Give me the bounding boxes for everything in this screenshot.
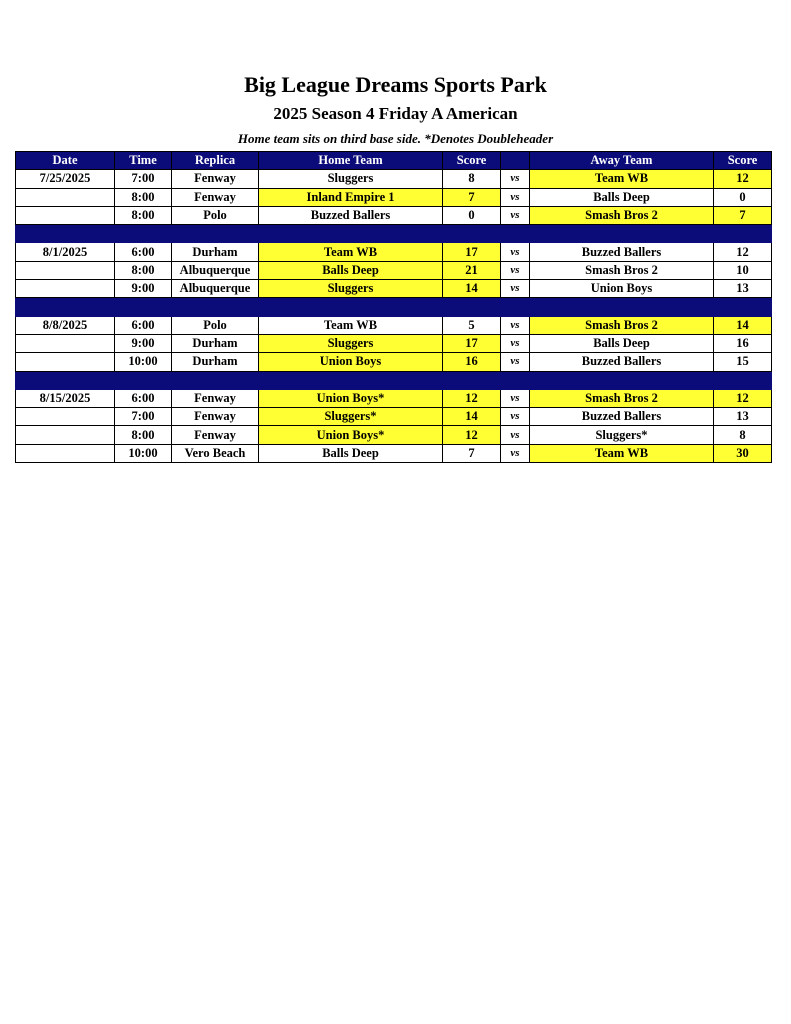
cell-replica: Fenway bbox=[172, 188, 259, 206]
schedule-body bbox=[16, 170, 772, 463]
cell-time: 10:00 bbox=[115, 353, 172, 371]
cell-vs: vs bbox=[501, 353, 530, 371]
cell-time: 8:00 bbox=[115, 188, 172, 206]
table-row bbox=[16, 408, 772, 426]
separator-cell bbox=[714, 225, 772, 243]
separator-cell bbox=[501, 225, 530, 243]
cell-home-score: 14 bbox=[443, 280, 501, 298]
separator-cell bbox=[16, 371, 115, 389]
cell-home-team: Team WB bbox=[259, 316, 443, 334]
cell-away-score: 7 bbox=[714, 206, 772, 224]
cell-away-team: Buzzed Ballers bbox=[530, 243, 714, 261]
cell-replica: Fenway bbox=[172, 170, 259, 188]
cell-home-team: Sluggers bbox=[259, 280, 443, 298]
cell-away-score: 10 bbox=[714, 261, 772, 279]
cell-date: 8/1/2025 bbox=[16, 243, 115, 261]
cell-away-team: Balls Deep bbox=[530, 334, 714, 352]
cell-vs: vs bbox=[501, 188, 530, 206]
cell-vs: vs bbox=[501, 206, 530, 224]
cell-home-team: Inland Empire 1 bbox=[259, 188, 443, 206]
cell-date bbox=[16, 280, 115, 298]
week-separator-row bbox=[16, 298, 772, 316]
cell-home-score: 8 bbox=[443, 170, 501, 188]
cell-away-team: Balls Deep bbox=[530, 188, 714, 206]
cell-vs: vs bbox=[501, 389, 530, 407]
cell-home-score: 21 bbox=[443, 261, 501, 279]
cell-time: 7:00 bbox=[115, 408, 172, 426]
table-header-row bbox=[16, 152, 772, 170]
cell-home-team: Sluggers* bbox=[259, 408, 443, 426]
cell-replica: Fenway bbox=[172, 426, 259, 444]
cell-vs: vs bbox=[501, 426, 530, 444]
separator-cell bbox=[443, 371, 501, 389]
page-subtitle: 2025 Season 4 Friday A American bbox=[273, 104, 518, 123]
cell-vs: vs bbox=[501, 243, 530, 261]
cell-away-score: 12 bbox=[714, 243, 772, 261]
cell-replica: Albuquerque bbox=[172, 280, 259, 298]
column-header-away-team: Away Team bbox=[530, 152, 714, 170]
cell-date bbox=[16, 334, 115, 352]
column-header-date: Date bbox=[16, 152, 115, 170]
separator-cell bbox=[259, 371, 443, 389]
cell-away-team: Smash Bros 2 bbox=[530, 206, 714, 224]
cell-home-score: 17 bbox=[443, 334, 501, 352]
page-title: Big League Dreams Sports Park bbox=[244, 72, 547, 97]
cell-replica: Durham bbox=[172, 243, 259, 261]
cell-away-team: Team WB bbox=[530, 444, 714, 462]
table-row bbox=[16, 243, 772, 261]
schedule-table bbox=[15, 151, 772, 463]
cell-time: 6:00 bbox=[115, 243, 172, 261]
separator-cell bbox=[443, 225, 501, 243]
cell-away-team: Sluggers* bbox=[530, 426, 714, 444]
separator-cell bbox=[172, 371, 259, 389]
cell-date bbox=[16, 188, 115, 206]
cell-away-team: Buzzed Ballers bbox=[530, 408, 714, 426]
cell-time: 8:00 bbox=[115, 426, 172, 444]
cell-home-team: Union Boys bbox=[259, 353, 443, 371]
cell-away-score: 12 bbox=[714, 389, 772, 407]
column-header-replica: Replica bbox=[172, 152, 259, 170]
separator-cell bbox=[115, 298, 172, 316]
week-separator-row bbox=[16, 225, 772, 243]
cell-away-score: 8 bbox=[714, 426, 772, 444]
schedule-note: Home team sits on third base side. *Denotes Doubleheader bbox=[237, 131, 554, 146]
cell-away-score: 13 bbox=[714, 408, 772, 426]
week-separator-row bbox=[16, 371, 772, 389]
cell-away-score: 14 bbox=[714, 316, 772, 334]
cell-vs: vs bbox=[501, 280, 530, 298]
cell-date: 7/25/2025 bbox=[16, 170, 115, 188]
table-row bbox=[16, 188, 772, 206]
cell-time: 6:00 bbox=[115, 389, 172, 407]
table-row bbox=[16, 316, 772, 334]
cell-vs: vs bbox=[501, 170, 530, 188]
column-header-away-score: Score bbox=[714, 152, 772, 170]
cell-date bbox=[16, 444, 115, 462]
cell-home-team: Team WB bbox=[259, 243, 443, 261]
cell-away-team: Smash Bros 2 bbox=[530, 389, 714, 407]
cell-away-team: Smash Bros 2 bbox=[530, 261, 714, 279]
cell-date bbox=[16, 261, 115, 279]
cell-replica: Albuquerque bbox=[172, 261, 259, 279]
table-row bbox=[16, 334, 772, 352]
cell-home-team: Balls Deep bbox=[259, 261, 443, 279]
cell-home-team: Balls Deep bbox=[259, 444, 443, 462]
cell-replica: Fenway bbox=[172, 389, 259, 407]
column-header-time: Time bbox=[115, 152, 172, 170]
separator-cell bbox=[530, 225, 714, 243]
column-header-home-team: Home Team bbox=[259, 152, 443, 170]
cell-vs: vs bbox=[501, 408, 530, 426]
cell-date bbox=[16, 206, 115, 224]
cell-time: 9:00 bbox=[115, 334, 172, 352]
table-row bbox=[16, 261, 772, 279]
cell-replica: Durham bbox=[172, 334, 259, 352]
cell-home-score: 7 bbox=[443, 444, 501, 462]
cell-away-score: 13 bbox=[714, 280, 772, 298]
cell-away-score: 16 bbox=[714, 334, 772, 352]
table-row bbox=[16, 389, 772, 407]
cell-home-team: Sluggers bbox=[259, 170, 443, 188]
separator-cell bbox=[172, 225, 259, 243]
separator-cell bbox=[530, 298, 714, 316]
cell-home-score: 16 bbox=[443, 353, 501, 371]
cell-replica: Durham bbox=[172, 353, 259, 371]
cell-home-score: 12 bbox=[443, 389, 501, 407]
cell-time: 6:00 bbox=[115, 316, 172, 334]
table-row bbox=[16, 170, 772, 188]
cell-time: 9:00 bbox=[115, 280, 172, 298]
cell-away-team: Union Boys bbox=[530, 280, 714, 298]
separator-cell bbox=[115, 225, 172, 243]
cell-replica: Fenway bbox=[172, 408, 259, 426]
cell-home-score: 14 bbox=[443, 408, 501, 426]
separator-cell bbox=[115, 371, 172, 389]
cell-vs: vs bbox=[501, 261, 530, 279]
cell-time: 7:00 bbox=[115, 170, 172, 188]
separator-cell bbox=[259, 298, 443, 316]
cell-date bbox=[16, 426, 115, 444]
separator-cell bbox=[172, 298, 259, 316]
table-row bbox=[16, 206, 772, 224]
cell-time: 8:00 bbox=[115, 206, 172, 224]
separator-cell bbox=[501, 371, 530, 389]
cell-home-team: Union Boys* bbox=[259, 389, 443, 407]
cell-home-team: Sluggers bbox=[259, 334, 443, 352]
cell-replica: Vero Beach bbox=[172, 444, 259, 462]
cell-replica: Polo bbox=[172, 206, 259, 224]
separator-cell bbox=[501, 298, 530, 316]
separator-cell bbox=[16, 298, 115, 316]
table-row bbox=[16, 444, 772, 462]
column-header-home-score: Score bbox=[443, 152, 501, 170]
cell-home-score: 5 bbox=[443, 316, 501, 334]
table-row bbox=[16, 426, 772, 444]
separator-cell bbox=[16, 225, 115, 243]
separator-cell bbox=[259, 225, 443, 243]
table-row bbox=[16, 353, 772, 371]
cell-vs: vs bbox=[501, 334, 530, 352]
cell-home-score: 17 bbox=[443, 243, 501, 261]
separator-cell bbox=[443, 298, 501, 316]
cell-vs: vs bbox=[501, 316, 530, 334]
cell-home-score: 7 bbox=[443, 188, 501, 206]
separator-cell bbox=[714, 371, 772, 389]
cell-away-team: Team WB bbox=[530, 170, 714, 188]
cell-away-team: Smash Bros 2 bbox=[530, 316, 714, 334]
cell-away-score: 15 bbox=[714, 353, 772, 371]
cell-away-score: 30 bbox=[714, 444, 772, 462]
cell-replica: Polo bbox=[172, 316, 259, 334]
cell-away-team: Buzzed Ballers bbox=[530, 353, 714, 371]
cell-date: 8/15/2025 bbox=[16, 389, 115, 407]
separator-cell bbox=[530, 371, 714, 389]
cell-away-score: 0 bbox=[714, 188, 772, 206]
cell-vs: vs bbox=[501, 444, 530, 462]
cell-date bbox=[16, 353, 115, 371]
cell-time: 8:00 bbox=[115, 261, 172, 279]
cell-home-score: 12 bbox=[443, 426, 501, 444]
column-header-vs bbox=[501, 152, 530, 170]
cell-time: 10:00 bbox=[115, 444, 172, 462]
cell-date bbox=[16, 408, 115, 426]
table-row bbox=[16, 280, 772, 298]
cell-home-score: 0 bbox=[443, 206, 501, 224]
cell-home-team: Union Boys* bbox=[259, 426, 443, 444]
cell-date: 8/8/2025 bbox=[16, 316, 115, 334]
separator-cell bbox=[714, 298, 772, 316]
cell-home-team: Buzzed Ballers bbox=[259, 206, 443, 224]
cell-away-score: 12 bbox=[714, 170, 772, 188]
